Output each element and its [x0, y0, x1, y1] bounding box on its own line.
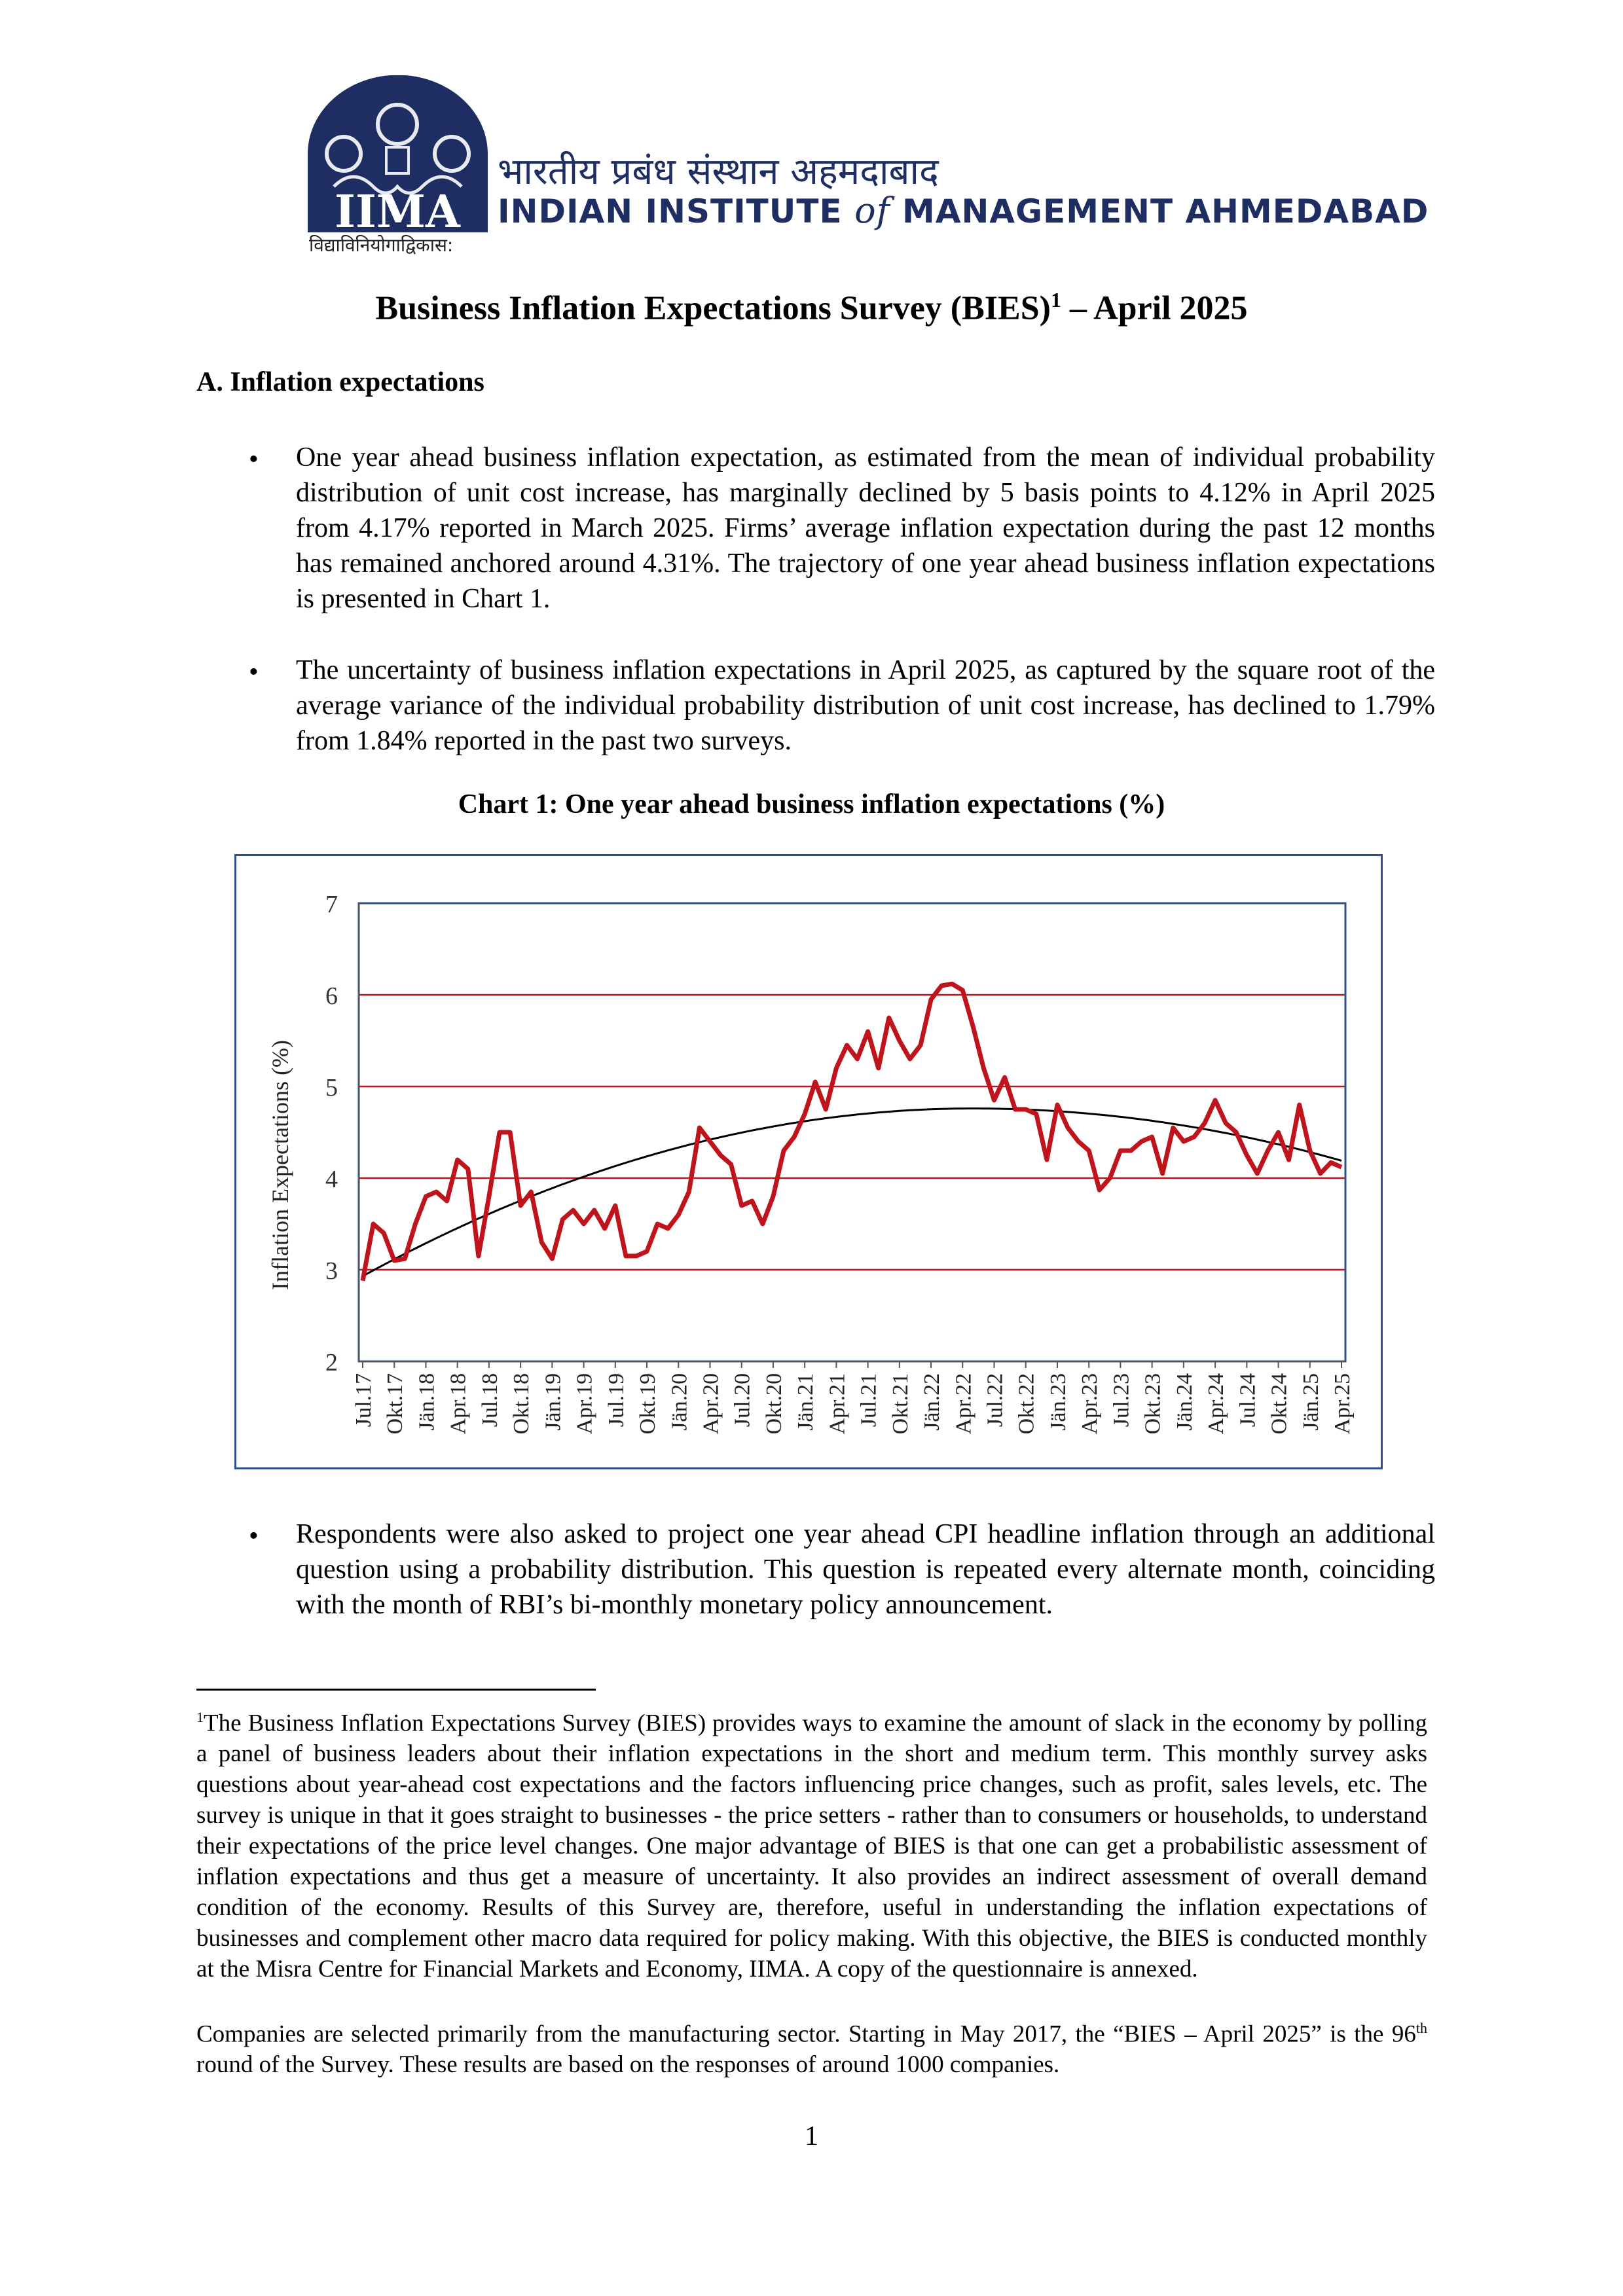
institute-name-part1: INDIAN INSTITUTE	[498, 192, 843, 230]
x-tick-label: Jul.17	[352, 1373, 376, 1427]
bullet-icon: •	[249, 1521, 259, 1551]
inflation-chart	[234, 854, 1383, 1469]
x-tick-label: Okt.17	[383, 1373, 408, 1435]
x-tick-label: Okt.19	[636, 1373, 661, 1435]
x-tick-label: Apr.19	[572, 1373, 597, 1435]
x-tick-label: Jän.23	[1046, 1373, 1070, 1431]
x-tick-label: Jul.18	[477, 1373, 502, 1427]
x-tick-label: Jul.19	[604, 1373, 629, 1427]
inflation-series-line	[363, 984, 1341, 1281]
x-tick-label: Jän.25	[1298, 1373, 1323, 1431]
x-tick-label: Jul.21	[856, 1373, 881, 1427]
y-tick-label: 7	[325, 891, 338, 918]
bullet-paragraph-1	[296, 440, 1435, 617]
y-tick-label: 3	[325, 1257, 338, 1285]
x-tick-label: Jän.18	[414, 1373, 439, 1431]
bullet-paragraph-3	[296, 1516, 1435, 1623]
logo-motto: विद्याविनियोगाद्विकास:	[309, 234, 454, 256]
bullet-icon: •	[249, 657, 259, 687]
document-title	[0, 288, 1623, 327]
x-tick-label: Okt.21	[888, 1373, 913, 1435]
footnote-text: The Business Inflation Expectations Survey (BIES) provides ways to examine the amount of slack in the economy by polling a panel of business leaders about their inflation expectations in the short and medium term. This monthly survey asks questions about year-ahead cost expectations and the factors influencing price changes, such as profit, sales levels, etc. The survey is unique in that it goes straight to businesses - the price setters - rather than to consumers or households, to understand their expectations of the price level changes. One major advantage of BIES is that one can get a probabilistic assessment of inflation expectations and thus get a measure of uncertainty. It also provides an indirect assessment of overall demand condition of the economy. Results of this Survey are, therefore, useful in understanding the inflation expectations of businesses and complement other macro data required for policy making. With this objective, the BIES is conducted monthly at the Misra Centre for Financial Markets and Economy, IIMA. A copy of the questionnaire is annexed.	[196, 1710, 1427, 1983]
title-suffix: – April 2025	[1061, 289, 1248, 327]
page-number: 1	[805, 2121, 818, 2151]
x-tick-label: Jul.20	[730, 1373, 755, 1427]
x-tick-label: Jän.21	[793, 1373, 818, 1431]
institute-name-part2: MANAGEMENT AHMEDABAD	[902, 192, 1429, 230]
title-main: Business Inflation Expectations Survey (BIES)	[375, 289, 1051, 327]
x-tick-label: Jän.24	[1172, 1373, 1197, 1431]
institute-name-english	[498, 190, 1429, 231]
x-tick-label: Apr.25	[1330, 1373, 1355, 1435]
bullet-icon: •	[249, 444, 259, 475]
x-tick-label: Apr.20	[699, 1373, 723, 1435]
bullet-paragraph-2	[296, 653, 1435, 759]
companies-text-2: round of the Survey. These results are based on the responses of around 1000 companies.	[196, 2051, 1060, 2079]
institute-name-hindi: भारतीय प्रबंध संस्थान अहमदाबाद	[498, 151, 939, 193]
x-tick-label: Okt.20	[761, 1373, 786, 1435]
y-tick-label: 5	[325, 1074, 338, 1102]
title-footnote-mark[interactable]: 1	[1050, 288, 1061, 312]
y-tick-label: 4	[325, 1166, 338, 1193]
x-tick-label: Apr.22	[951, 1373, 976, 1435]
companies-text-1: Companies are selected primarily from the manufacturing sector. Starting in May 2017, the “BIES – April 2025” is the 96	[196, 2020, 1416, 2048]
y-axis-label: Inflation Expectations (%)	[267, 1040, 293, 1290]
section-heading: A. Inflation expectations	[196, 367, 484, 397]
y-tick-label: 6	[325, 982, 338, 1010]
y-tick-label: 2	[325, 1349, 338, 1376]
footnote-mark: 1	[196, 1709, 204, 1725]
footnote-divider	[196, 1689, 596, 1691]
x-tick-label: Jul.24	[1235, 1373, 1260, 1427]
x-tick-label: Jul.23	[1109, 1373, 1134, 1427]
x-tick-label: Jän.19	[541, 1373, 566, 1431]
companies-paragraph	[196, 2013, 1427, 2080]
x-tick-label: Jul.22	[983, 1373, 1008, 1427]
companies-sup: th	[1415, 2020, 1427, 2036]
x-tick-label: Okt.22	[1014, 1373, 1039, 1435]
footnote-paragraph	[196, 1702, 1427, 1984]
x-tick-label: Apr.21	[825, 1373, 850, 1435]
bullet-text: One year ahead business inflation expectation, as estimated from the mean of individual probability distribution of unit cost increase, has marginally declined by 5 basis points to 4.12% in April 2025 from 4.17% reported in March 2025. Firms’ average inflation expectation during the past 12 months has remained anchored around 4.31%. The trajectory of one year ahead business inflation expectations is presented in Chart 1.	[296, 442, 1435, 614]
x-tick-label: Okt.23	[1140, 1373, 1165, 1435]
x-tick-label: Jän.22	[920, 1373, 945, 1431]
x-tick-label: Apr.24	[1204, 1373, 1229, 1435]
x-tick-label: Jän.20	[667, 1373, 692, 1431]
bullet-text: Respondents were also asked to project one year ahead CPI headline inflation through an additional question using a probability distribution. This question is repeated every alternate month, coinciding with the month of RBI’s bi-monthly monetary policy announcement.	[296, 1519, 1435, 1620]
bullet-text: The uncertainty of business inflation expectations in April 2025, as captured by the square root of the average variance of the individual probability distribution of unit cost increase, has declined to 1.79% from 1.84% reported in the past two surveys.	[296, 655, 1435, 756]
x-tick-label: Apr.23	[1078, 1373, 1103, 1435]
chart-title: Chart 1: One year ahead business inflation expectations (%)	[458, 789, 1165, 819]
x-tick-label: Okt.18	[509, 1373, 534, 1435]
x-tick-label: Okt.24	[1267, 1373, 1292, 1435]
logo-text: IIMA	[335, 186, 460, 238]
x-tick-label: Apr.18	[446, 1373, 471, 1435]
institute-name-of: of	[854, 190, 890, 231]
